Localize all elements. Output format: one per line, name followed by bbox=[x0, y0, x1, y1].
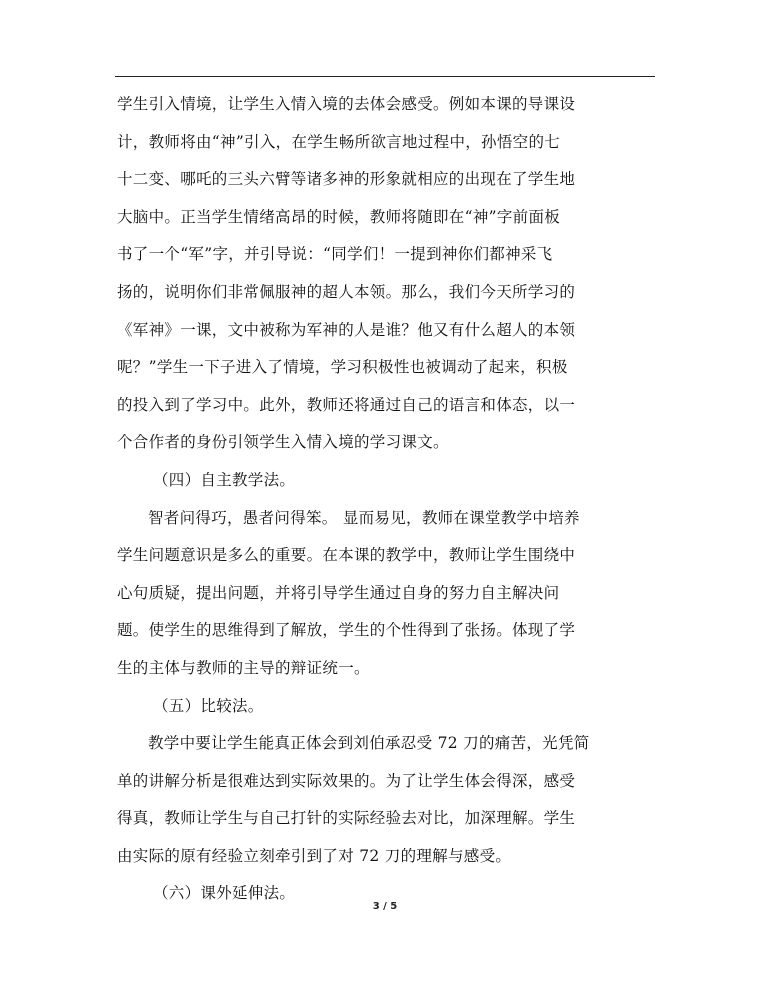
text-line: 得真，教师让学生与自己打针的实际经验去对比，加深理解。学生 bbox=[117, 809, 576, 828]
document-body bbox=[117, 86, 657, 913]
section-heading: （四）自主教学法。 bbox=[153, 470, 296, 489]
section-heading: （五）比较法。 bbox=[153, 696, 264, 715]
text-line: 书了一个“军”字，并引导说：“同学们！一提到神你们都神采飞 bbox=[117, 245, 553, 264]
text-line: 单的讲解分析是很难达到实际效果的。为了让学生体会得深，感受 bbox=[117, 771, 576, 790]
text-line: 《军神》一课，文中被称为军神的人是谁？他又有什么超人的本领 bbox=[117, 320, 576, 339]
text-line: 学生引入情境，让学生入情入境的去体会感受。例如本课的导课设 bbox=[117, 95, 576, 113]
text-line: 教学中要让学生能真正体会到刘伯承忍受 72 刀的痛苦，光凭简 bbox=[148, 734, 590, 753]
text-line: 心句质疑，提出问题，并将引导学生通过自身的努力自主解决问 bbox=[117, 583, 560, 602]
text-line: 十二变、哪吒的三头六臂等诸多神的形象就相应的出现在了学生地 bbox=[117, 170, 576, 189]
text-line: 由实际的原有经验立刻牵引到了对 72 刀的理解与感受。 bbox=[117, 846, 512, 865]
text-line: 题。使学生的思维得到了解放，学生的个性得到了张扬。体现了学 bbox=[117, 621, 576, 640]
section-heading: （六）课外延伸法。 bbox=[153, 884, 296, 903]
text-line: 呢？”学生一下子进入了情境，学习积极性也被调动了起来，积极 bbox=[117, 358, 568, 377]
text-line: 学生问题意识是多么的重要。在本课的教学中，教师让学生围绕中 bbox=[117, 546, 576, 565]
text-line: 的投入到了学习中。此外，教师还将通过自己的语言和体态，以一 bbox=[117, 395, 576, 414]
text-line: 生的主体与教师的主导的辩证统一。 bbox=[117, 658, 370, 677]
text-line: 扬的，说明你们非常佩服神的超人本领。那么，我们今天所学习的 bbox=[117, 282, 576, 301]
text-line: 个合作者的身份引领学生入情入境的学习课文。 bbox=[117, 433, 449, 452]
text-line: 计，教师将由“神”引入，在学生畅所欲言地过程中，孙悟空的七 bbox=[117, 132, 561, 151]
text-line: 大脑中。正当学生情绪高昂的时候，教师将随即在“神”字前面板 bbox=[117, 207, 561, 226]
header-rule bbox=[115, 76, 655, 77]
text-line: 智者问得巧，愚者问得笨。 显而易见，教师在课堂教学中培养 bbox=[148, 508, 580, 527]
page-number: 3 / 5 bbox=[372, 901, 398, 912]
